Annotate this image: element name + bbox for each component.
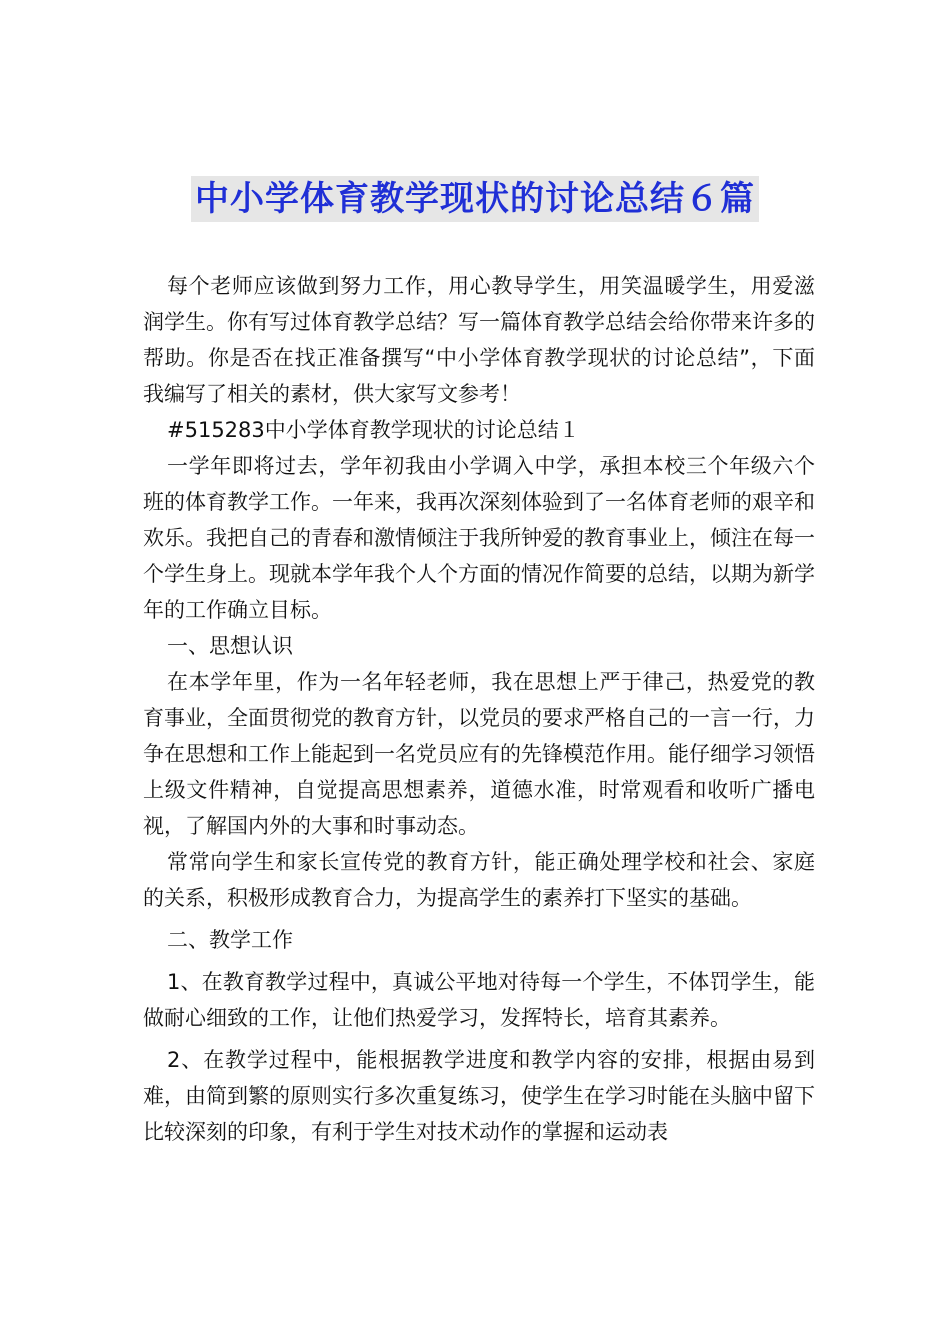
body-paragraph: 常常向学生和家长宣传党的教育方针，能正确处理学校和社会、家庭的关系，积极形成教育合力，为提高学生的素养打下坚实的基础。 [143,850,815,910]
document-body [143,268,815,1150]
list-item-1: 1、在教育教学过程中，真诚公平地对待每一个学生，不体罚学生，能做耐心细致的工作，让他们热爱学习，发挥特长，培育其素养。 [143,970,815,1030]
title-container [0,176,950,222]
body-paragraph: 一学年即将过去，学年初我由小学调入中学，承担本校三个年级六个班的体育教学工作。一年来，我再次深刻体验到了一名体育老师的艰辛和欢乐。我把自己的青春和激情倾注于我所钟爱的教育事业上，倾注在每一个学生身上。现就本学年我个人个方面的情况作简要的总结，以期为新学年的工作确立目标。 [143,454,815,622]
subheading-teaching: 二、教学工作 [167,928,293,952]
body-paragraph: 在本学年里，作为一名年轻老师，我在思想上严于律己，热爱党的教育事业，全面贯彻党的教育方针，以党员的要求严格自己的一言一行，力争在思想和工作上能起到一名党员应有的先锋模范作用。能仔细学习领悟上级文件精神，自觉提高思想素养，道德水准，时常观看和收听广播电视，了解国内外的大事和时事动态。 [143,670,815,838]
list-item-2: 2、在教学过程中，能根据教学进度和教学内容的安排，根据由易到难，由简到繁的原则实行多次重复练习，使学生在学习时能在头脑中留下比较深刻的印象，有利于学生对技术动作的掌握和运动表 [143,1048,815,1144]
document-title: 中小学体育教学现状的讨论总结６篇 [191,176,759,222]
subheading-thought: 一、思想认识 [167,634,293,658]
section-heading-1: #515283中小学体育教学现状的讨论总结１ [167,418,580,442]
intro-paragraph: 每个老师应该做到努力工作，用心教导学生，用笑温暖学生，用爱滋润学生。你有写过体育教学总结？写一篇体育教学总结会给你带来许多的帮助。你是否在找正准备撰写“中小学体育教学现状的讨论总结”，下面我编写了相关的素材，供大家写文参考！ [143,274,815,406]
